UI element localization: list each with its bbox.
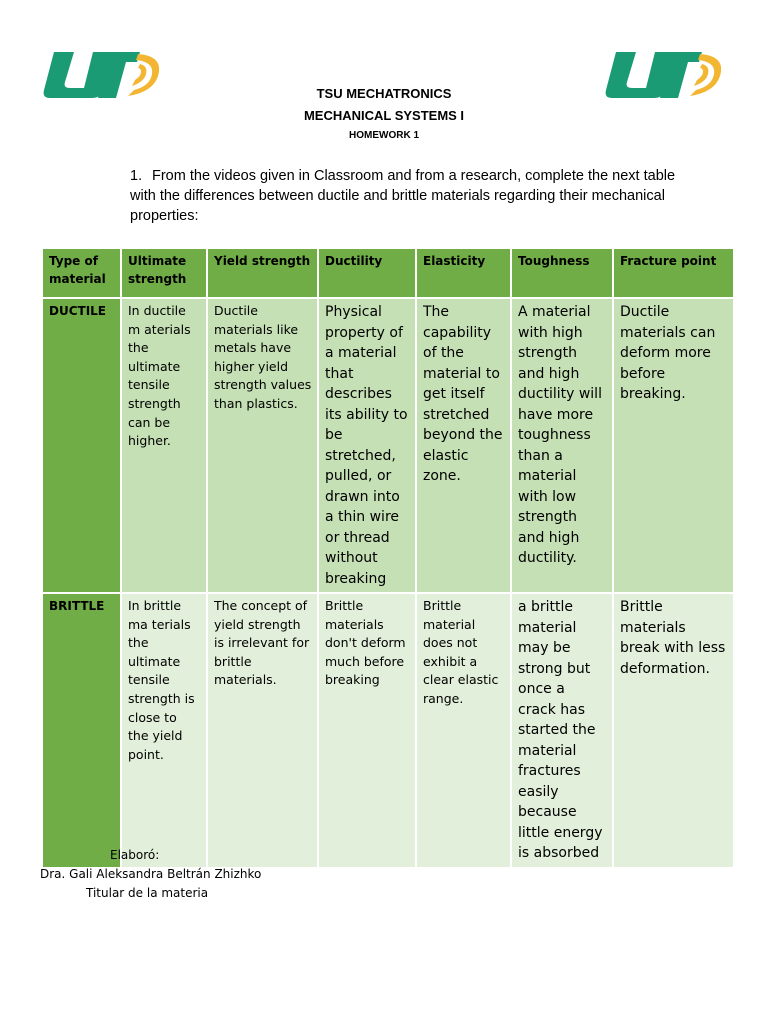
column-header: Toughness xyxy=(511,248,613,298)
course-title: TSU MECHATRONICS xyxy=(316,86,452,101)
instruction-number: 1. xyxy=(130,168,143,184)
row-label: BRITTLE xyxy=(42,593,121,868)
column-header: Fracture point xyxy=(613,248,734,298)
instructions xyxy=(130,166,690,226)
column-header: Yield strength xyxy=(207,248,318,298)
homework-title: HOMEWORK 1 xyxy=(349,130,419,141)
instruction-text: From the videos given in Classroom and from a research, complete the next table with the differences between ductile and brittle materials regarding their mechanical properties: xyxy=(130,168,676,224)
table-cell: Brittle materials don't deform much before breaking xyxy=(318,593,416,868)
table-cell: Ductile materials like metals have higher yield strength values than plastics. xyxy=(207,298,318,593)
table-cell: The concept of yield strength is irrelevant for brittle materials. xyxy=(207,593,318,868)
table-cell: Brittle material does not exhibit a clear elastic range. xyxy=(416,593,511,868)
table-cell: The capability of the material to get itself stretched beyond the elastic zone. xyxy=(416,298,511,593)
column-header: Ductility xyxy=(318,248,416,298)
row-label: DUCTILE xyxy=(42,298,121,593)
table-header-row xyxy=(42,248,734,298)
table-cell: Brittle materials break with less deformation. xyxy=(613,593,734,868)
subject-title: MECHANICAL SYSTEMS I xyxy=(303,108,465,123)
table-cell: In ductile m aterials the ultimate tensile strength can be higher. xyxy=(121,298,207,593)
footer-author-name: Dra. Gali Aleksandra Beltrán Zhizhko xyxy=(40,867,262,881)
table-row-brittle xyxy=(42,593,734,868)
footer-author-role: Titular de la materia xyxy=(86,886,209,900)
material-properties-table xyxy=(41,247,735,869)
column-header: Type of material xyxy=(42,248,121,298)
column-header: Elasticity xyxy=(416,248,511,298)
table-cell: Physical property of a material that describes its ability to be stretched, pulled, or drawn into a thin wire or thread without breaking xyxy=(318,298,416,593)
column-header: Ultimate strength xyxy=(121,248,207,298)
table-cell: a brittle material may be strong but once a crack has started the material fractures easily because little energy is absorbed xyxy=(511,593,613,868)
footer-prepared-by: Elaboró: xyxy=(110,848,160,862)
table-row-ductile xyxy=(42,298,734,593)
table-cell: In brittle ma terials the ultimate tensile strength is close to the yield point. xyxy=(121,593,207,868)
table-cell: Ductile materials can deform more before breaking. xyxy=(613,298,734,593)
table-cell: A material with high strength and high ductility will have more toughness than a material with low strength and high ductility. xyxy=(511,298,613,593)
